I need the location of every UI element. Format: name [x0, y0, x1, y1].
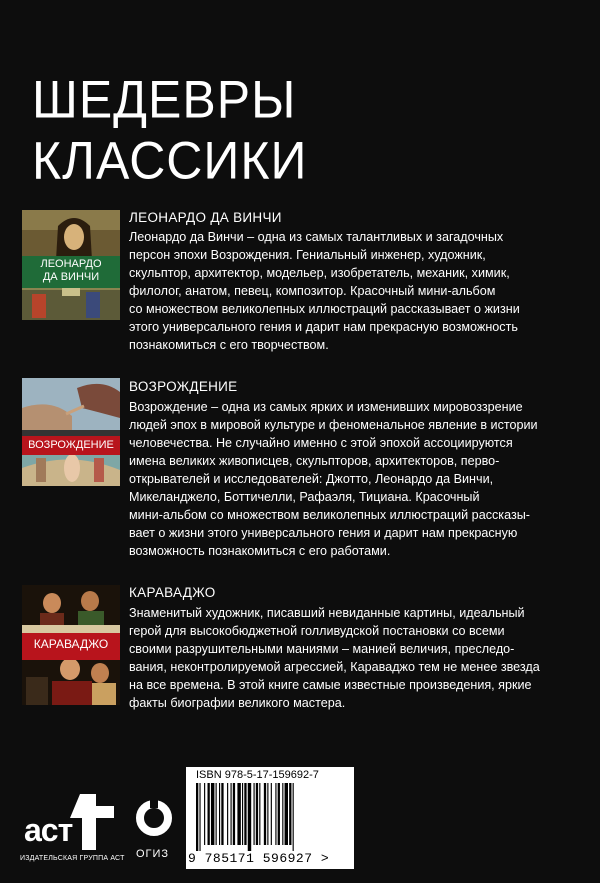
barcode-bar [254, 783, 255, 845]
leonardo-heading: ЛЕОНАРДО ДА ВИНЧИ [129, 210, 282, 225]
leonardo-line: Леонардо да Винчи – одна из самых талантливых и загадочных [129, 230, 504, 244]
isbn-barcode [186, 767, 354, 869]
barcode-bar [289, 783, 291, 845]
renaissance-line: людей эпох в мировой культуре и феноменальное явление в истории [129, 418, 538, 432]
ogiz-logo [134, 792, 174, 867]
barcode-bar [267, 783, 268, 845]
leonardo-line: филолог, анатом, певец, композитор. Красочный мини-альбом [129, 284, 496, 298]
renaissance-line: Возрождение – одна из самых ярких и изменивших мировоззрение [129, 400, 523, 414]
barcode-bar [282, 783, 283, 845]
barcode-bar [285, 783, 288, 845]
renaissance-line: Микеланджело, Боттичелли, Рафаэля, Тициана. Красочный [129, 490, 480, 504]
barcode-bar [221, 783, 223, 845]
ast-logo-wordmark: аст [24, 812, 73, 848]
leonardo-line: познакомиться с его творчеством. [129, 338, 329, 352]
barcode-bar [219, 783, 220, 845]
barcode-bar [264, 783, 266, 845]
caravaggio-line: вания, неконтролируемой агрессией, Караваджо тем не менее звезда [129, 660, 540, 674]
barcode-bar [259, 783, 260, 845]
barcode-bar [233, 783, 235, 845]
leonardo-description [129, 228, 579, 354]
barcode-bar [196, 783, 198, 851]
barcode-bar [271, 783, 272, 845]
renaissance-description [129, 398, 579, 560]
barcode-bar [216, 783, 217, 845]
caravaggio-line: Знаменитый художник, писавший невиданные картины, идеальный [129, 606, 525, 620]
leonardo-line: скульптор, архитектор, модельер, изобретатель, механик, химик, [129, 266, 510, 280]
caravaggio-line: на все времена. В этой книге самые известные произведения, яркие [129, 678, 532, 692]
barcode-digits: 9 785171 596927 > [188, 851, 330, 866]
barcode-bar [248, 783, 251, 851]
title-line-2: КЛАССИКИ [32, 131, 308, 190]
leonardo-thumb-label-band [22, 256, 120, 288]
renaissance-line: вает о жизни этого универсального гения и дарит нам прекрасную [129, 526, 518, 540]
caravaggio-thumb-label: КАРАВАДЖО [33, 637, 109, 651]
leonardo-line: этого универсального гения и дарит нам прекрасную возможность [129, 320, 518, 334]
renaissance-thumb-label-band [22, 436, 120, 455]
renaissance-line: мини-альбом со множеством великолепных иллюстраций рассказы- [129, 508, 530, 522]
ogiz-wordmark: ОГИЗ [136, 848, 170, 860]
renaissance-line: человечества. Не случайно именно с этой эпохой ассоциируются [129, 436, 513, 450]
cover-title [32, 69, 307, 191]
caravaggio-heading: КАРАВАДЖО [129, 585, 216, 600]
barcode-bar [227, 783, 228, 845]
isbn-text: ISBN 978-5-17-159692-7 [196, 769, 319, 781]
barcode-bar [293, 783, 294, 851]
caravaggio-description [129, 604, 579, 712]
caravaggio-line: факты биографии великого мастера. [129, 696, 346, 710]
title-line-1: ШЕДЕВРЫ [32, 70, 297, 129]
renaissance-image [22, 378, 120, 486]
leonardo-line: персон эпохи Возрождения. Гениальный инженер, художник, [129, 248, 486, 262]
renaissance-line: имена великих живописцев, скульпторов, архитекторов, перво- [129, 454, 500, 468]
barcode-bar [244, 783, 246, 845]
ogiz-logo-icon [134, 792, 174, 848]
leonardo-thumb-label-line2: ДА ВИНЧИ [42, 271, 100, 283]
barcode-bar [208, 783, 210, 845]
barcode-bar [242, 783, 243, 845]
barcode-bar [211, 783, 214, 845]
barcode-bar [237, 783, 240, 845]
barcode-bar [231, 783, 232, 845]
renaissance-thumb-label: ВОЗРОЖДЕНИЕ [28, 439, 114, 451]
leonardo-thumb-label-line1: ЛЕОНАРДО [40, 258, 102, 270]
caravaggio-line: своими разрушительными маниями – манией величия, преследо- [129, 642, 515, 656]
barcode-bar [278, 783, 280, 845]
leonardo-book-thumbnail [22, 210, 120, 320]
barcode-bar [204, 783, 205, 845]
publisher-caption: ИЗДАТЕЛЬСКАЯ ГРУППА АСТ [20, 855, 125, 862]
caravaggio-line: герой для высокобюджетной голливудской постановки со всеми [129, 624, 505, 638]
barcode-bar [275, 783, 276, 845]
renaissance-book-thumbnail [22, 378, 120, 486]
barcode-bars [188, 783, 352, 851]
leonardo-line: со множеством великолепных иллюстраций рассказывает о жизни [129, 302, 520, 316]
barcode-bar [199, 783, 200, 851]
renaissance-line: открывателей и исследователей: Джотто, Леонардо да Винчи, [129, 472, 494, 486]
renaissance-heading: ВОЗРОЖДЕНИЕ [129, 379, 238, 394]
caravaggio-thumb-label-band [22, 633, 120, 660]
renaissance-line: возможность познакомиться с его работами. [129, 544, 391, 558]
barcode-bar [256, 783, 258, 845]
caravaggio-book-thumbnail [22, 585, 120, 705]
